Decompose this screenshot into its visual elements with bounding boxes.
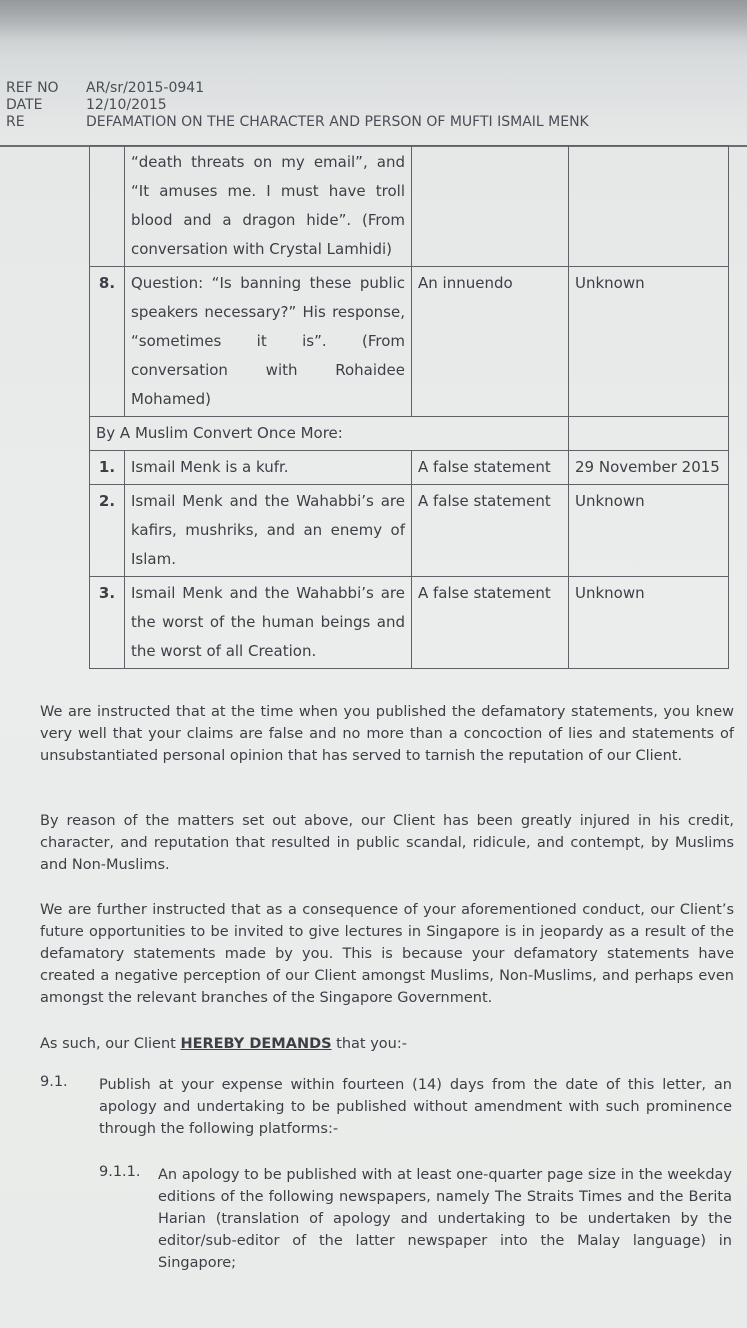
statements-table — [89, 145, 729, 669]
row-number: 2. — [90, 485, 125, 577]
subitem-number: 9.1.1. — [99, 1164, 141, 1180]
re-label: RE — [6, 114, 25, 130]
demands-emphasis: HEREBY DEMANDS — [180, 1036, 332, 1052]
paragraph-injury: By reason of the matters set out above, our Client has been greatly injured in his credit, character, and reputation that resulted in public scandal, ridicule, and contempt, by Muslims and Non-Muslims. — [40, 813, 734, 873]
table-row — [90, 451, 729, 485]
row-number — [90, 146, 125, 267]
date-cell: Unknown — [569, 577, 729, 669]
row-number: 3. — [90, 577, 125, 669]
row-number: 8. — [90, 267, 125, 417]
subitem-text: An apology to be published with at least one-quarter page size in the weekday editions of the following newspapers, namely The Straits Times and the Berita Harian (translation of apology and undertaking to be undertaken by the editor/sub-editor of the latter newspaper into the Malay language) in Singapore; — [158, 1167, 732, 1271]
date-value: 12/10/2015 — [86, 97, 167, 113]
paragraph-knowledge: We are instructed that at the time when you published the defamatory statements, you knew very well that your claims are false and no more than a concoction of lies and statements of unsubstantiated personal opinion that has served to tarnish the reputation of our Client. — [40, 704, 734, 764]
statement-cell: Ismail Menk and the Wahabbi’s are kafirs, mushriks, and an enemy of Islam. — [125, 485, 412, 577]
statement-cell: Ismail Menk and the Wahabbi’s are the worst of the human beings and the worst of all Creation. — [125, 577, 412, 669]
re-value: DEFAMATION ON THE CHARACTER AND PERSON OF MUFTI ISMAIL MENK — [86, 114, 589, 130]
ref-label: REF NO — [6, 80, 59, 96]
date-label: DATE — [6, 97, 43, 113]
table-section-row — [90, 417, 729, 451]
item-text: Publish at your expense within fourteen (14) days from the date of this letter, an apology and undertaking to be published without amendment with such prominence through the following platforms:- — [99, 1077, 732, 1137]
nature-cell: A false statement — [412, 451, 569, 485]
nature-cell: A false statement — [412, 485, 569, 577]
date-cell: 29 November 2015 — [569, 451, 729, 485]
statement-cell: Question: “Is banning these public speakers necessary?” His response, “sometimes it is”. (From conversation with Rohaidee Mohamed) — [125, 267, 412, 417]
row-number: 1. — [90, 451, 125, 485]
letter-header — [6, 80, 589, 131]
table-row — [90, 577, 729, 669]
table-row — [90, 146, 729, 267]
nature-cell — [412, 146, 569, 267]
date-cell — [569, 417, 729, 451]
table-row — [90, 267, 729, 417]
statement-cell: “death threats on my email”, and “It amuses me. I must have troll blood and a dragon hide”. (From conversation with Crystal Lamhidi) — [125, 146, 412, 267]
paragraph-consequence: We are further instructed that as a consequence of your aforementioned conduct, our Client’s future opportunities to be invited to give lectures in Singapore is in jeopardy as a result of the defamatory statements made by you. This is because your defamatory statements have created a negative perception of our Client amongst Muslims, Non-Muslims, and perhaps even amongst the relevant branches of the Singapore Government. — [40, 902, 734, 1006]
demands-tail: that you:- — [331, 1036, 407, 1052]
date-cell — [569, 146, 729, 267]
date-cell: Unknown — [569, 267, 729, 417]
section-title: By A Muslim Convert Once More: — [90, 417, 569, 451]
table-row — [90, 485, 729, 577]
paragraph-demands — [40, 1033, 734, 1055]
demands-lead: As such, our Client — [40, 1036, 181, 1052]
nature-cell: A false statement — [412, 577, 569, 669]
statement-cell: Ismail Menk is a kufr. — [125, 451, 412, 485]
ref-value: AR/sr/2015-0941 — [86, 80, 205, 96]
page-shadow — [0, 0, 747, 40]
date-cell: Unknown — [569, 485, 729, 577]
item-number: 9.1. — [40, 1074, 68, 1090]
nature-cell: An innuendo — [412, 267, 569, 417]
